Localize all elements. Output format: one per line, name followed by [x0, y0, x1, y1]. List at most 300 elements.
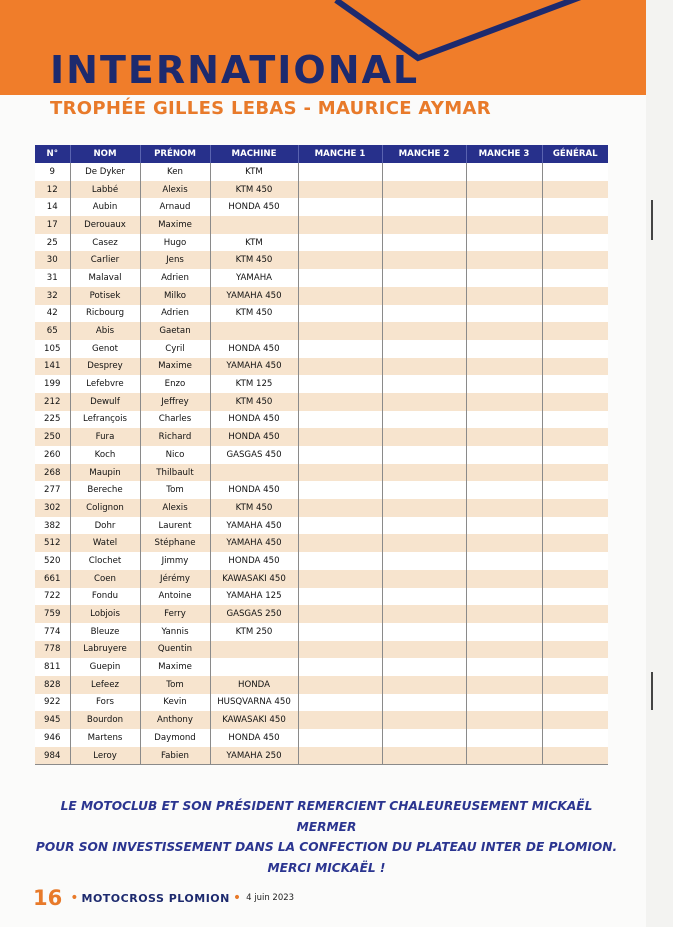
result-cell-empty [298, 234, 382, 252]
rider-nom-cell: Dewulf [70, 393, 140, 411]
rider-machine-cell: HUSQVARNA 450 [210, 694, 298, 712]
result-cell-empty [466, 517, 542, 535]
result-cell-empty [466, 481, 542, 499]
page-edge [646, 0, 673, 927]
rider-number-cell: 14 [35, 198, 70, 216]
rider-nom-cell: Leroy [70, 747, 140, 765]
rider-prenom-cell: Laurent [140, 517, 210, 535]
table-row [35, 322, 608, 340]
result-cell-empty [298, 499, 382, 517]
result-cell-empty [298, 641, 382, 659]
result-cell-empty [298, 605, 382, 623]
rider-prenom-cell: Jimmy [140, 552, 210, 570]
rider-nom-cell: Genot [70, 340, 140, 358]
table-row [35, 534, 608, 552]
result-cell-empty [298, 340, 382, 358]
result-cell-empty [542, 375, 608, 393]
result-cell-empty [382, 393, 466, 411]
col-header-nom: NOM [70, 145, 140, 163]
rider-prenom-cell: Ken [140, 163, 210, 181]
result-cell-empty [466, 446, 542, 464]
rider-machine-cell: KTM [210, 163, 298, 181]
result-cell-empty [466, 729, 542, 747]
result-cell-empty [382, 676, 466, 694]
rider-prenom-cell: Fabien [140, 747, 210, 765]
rider-number-cell: 268 [35, 464, 70, 482]
rider-machine-cell [210, 216, 298, 234]
rider-prenom-cell: Ferry [140, 605, 210, 623]
result-cell-empty [542, 694, 608, 712]
rider-machine-cell: HONDA 450 [210, 481, 298, 499]
result-cell-empty [542, 552, 608, 570]
rider-nom-cell: Carlier [70, 251, 140, 269]
rider-prenom-cell: Tom [140, 676, 210, 694]
result-cell-empty [382, 181, 466, 199]
result-cell-empty [542, 711, 608, 729]
table-row [35, 481, 608, 499]
result-cell-empty [298, 428, 382, 446]
rider-number-cell: 382 [35, 517, 70, 535]
rider-number-cell: 774 [35, 623, 70, 641]
rider-number-cell: 512 [35, 534, 70, 552]
thanks-message [30, 796, 623, 878]
magazine-name: MOTOCROSS PLOMION [81, 891, 230, 905]
rider-machine-cell: KTM 125 [210, 375, 298, 393]
rider-nom-cell: Watel [70, 534, 140, 552]
result-cell-empty [298, 570, 382, 588]
rider-prenom-cell: Alexis [140, 181, 210, 199]
table-row [35, 287, 608, 305]
result-cell-empty [466, 570, 542, 588]
result-cell-empty [298, 464, 382, 482]
col-header-manche-2: MANCHE 2 [382, 145, 466, 163]
rider-nom-cell: Lefrançois [70, 411, 140, 429]
table-row [35, 163, 608, 181]
table-row [35, 552, 608, 570]
rider-nom-cell: Guepin [70, 658, 140, 676]
page-subtitle: TROPHÉE GILLES LEBAS - MAURICE AYMAR [50, 98, 491, 119]
rider-prenom-cell: Maxime [140, 358, 210, 376]
rider-number-cell: 984 [35, 747, 70, 765]
result-cell-empty [298, 181, 382, 199]
rider-prenom-cell: Richard [140, 428, 210, 446]
rider-number-cell: 9 [35, 163, 70, 181]
rider-nom-cell: Derouaux [70, 216, 140, 234]
rider-nom-cell: Aubin [70, 198, 140, 216]
rider-number-cell: 141 [35, 358, 70, 376]
rider-prenom-cell: Gaetan [140, 322, 210, 340]
result-cell-empty [298, 322, 382, 340]
rider-prenom-cell: Enzo [140, 375, 210, 393]
rider-machine-cell: YAMAHA 450 [210, 534, 298, 552]
rider-machine-cell: YAMAHA 450 [210, 358, 298, 376]
result-cell-empty [466, 747, 542, 765]
result-cell-empty [382, 251, 466, 269]
result-cell-empty [542, 393, 608, 411]
result-cell-empty [298, 481, 382, 499]
result-cell-empty [466, 322, 542, 340]
result-cell-empty [298, 198, 382, 216]
table-row [35, 269, 608, 287]
rider-prenom-cell: Yannis [140, 623, 210, 641]
rider-machine-cell: HONDA [210, 676, 298, 694]
rider-prenom-cell: Jeffrey [140, 393, 210, 411]
result-cell-empty [542, 269, 608, 287]
result-cell-empty [542, 676, 608, 694]
result-cell-empty [466, 181, 542, 199]
rider-machine-cell: YAMAHA 125 [210, 588, 298, 606]
table-row [35, 570, 608, 588]
result-cell-empty [382, 588, 466, 606]
result-cell-empty [382, 641, 466, 659]
result-cell-empty [466, 234, 542, 252]
rider-machine-cell: KTM 250 [210, 623, 298, 641]
rider-prenom-cell: Adrien [140, 305, 210, 323]
table-row [35, 428, 608, 446]
result-cell-empty [542, 251, 608, 269]
result-cell-empty [466, 641, 542, 659]
table-row [35, 358, 608, 376]
result-cell-empty [382, 605, 466, 623]
result-cell-empty [298, 358, 382, 376]
rider-number-cell: 25 [35, 234, 70, 252]
rider-prenom-cell: Kevin [140, 694, 210, 712]
result-cell-empty [542, 641, 608, 659]
rider-prenom-cell: Daymond [140, 729, 210, 747]
result-cell-empty [298, 375, 382, 393]
rider-machine-cell: KTM 450 [210, 181, 298, 199]
result-cell-empty [466, 588, 542, 606]
rider-number-cell: 811 [35, 658, 70, 676]
rider-nom-cell: Casez [70, 234, 140, 252]
edge-mark [651, 672, 653, 710]
table-row [35, 198, 608, 216]
result-cell-empty [382, 658, 466, 676]
result-cell-empty [382, 623, 466, 641]
table-row [35, 623, 608, 641]
rider-prenom-cell: Milko [140, 287, 210, 305]
result-cell-empty [298, 411, 382, 429]
result-cell-empty [382, 711, 466, 729]
table-row [35, 181, 608, 199]
rider-number-cell: 212 [35, 393, 70, 411]
rider-number-cell: 30 [35, 251, 70, 269]
rider-machine-cell: GASGAS 450 [210, 446, 298, 464]
result-cell-empty [542, 322, 608, 340]
table-row [35, 340, 608, 358]
result-cell-empty [382, 269, 466, 287]
rider-machine-cell [210, 322, 298, 340]
result-cell-empty [542, 747, 608, 765]
rider-nom-cell: Fors [70, 694, 140, 712]
result-cell-empty [542, 446, 608, 464]
rider-prenom-cell: Arnaud [140, 198, 210, 216]
rider-number-cell: 302 [35, 499, 70, 517]
thanks-line-1: LE MOTOCLUB ET SON PRÉSIDENT REMERCIENT CHALEUREUSEMENT MICKAËL MERMER [60, 799, 593, 834]
result-cell-empty [466, 658, 542, 676]
rider-number-cell: 199 [35, 375, 70, 393]
rider-prenom-cell: Jérémy [140, 570, 210, 588]
table-row [35, 251, 608, 269]
rider-prenom-cell: Alexis [140, 499, 210, 517]
rider-number-cell: 42 [35, 305, 70, 323]
result-cell-empty [466, 499, 542, 517]
rider-prenom-cell: Anthony [140, 711, 210, 729]
rider-machine-cell: HONDA 450 [210, 428, 298, 446]
table-row [35, 641, 608, 659]
rider-machine-cell: KAWASAKI 450 [210, 570, 298, 588]
result-cell-empty [382, 305, 466, 323]
rider-machine-cell: HONDA 450 [210, 340, 298, 358]
result-cell-empty [298, 552, 382, 570]
result-cell-empty [382, 216, 466, 234]
table-row [35, 411, 608, 429]
rider-nom-cell: Abis [70, 322, 140, 340]
result-cell-empty [466, 216, 542, 234]
result-cell-empty [382, 163, 466, 181]
rider-nom-cell: Koch [70, 446, 140, 464]
rider-nom-cell: Dohr [70, 517, 140, 535]
table-row [35, 464, 608, 482]
result-cell-empty [542, 517, 608, 535]
result-cell-empty [542, 481, 608, 499]
result-cell-empty [382, 428, 466, 446]
table-row [35, 305, 608, 323]
rider-machine-cell: HONDA 450 [210, 552, 298, 570]
col-header-manche-3: MANCHE 3 [466, 145, 542, 163]
rider-nom-cell: De Dyker [70, 163, 140, 181]
result-cell-empty [382, 694, 466, 712]
table-row [35, 375, 608, 393]
result-cell-empty [466, 375, 542, 393]
rider-prenom-cell: Thilbault [140, 464, 210, 482]
rider-machine-cell [210, 641, 298, 659]
result-cell-empty [466, 269, 542, 287]
result-cell-empty [382, 446, 466, 464]
rider-machine-cell: HONDA 450 [210, 198, 298, 216]
table-row [35, 747, 608, 765]
rider-number-cell: 250 [35, 428, 70, 446]
result-cell-empty [466, 287, 542, 305]
thanks-line-3: MERCI MICKAËL ! [267, 860, 386, 875]
table-row [35, 605, 608, 623]
rider-nom-cell: Labbé [70, 181, 140, 199]
result-cell-empty [382, 729, 466, 747]
result-cell-empty [382, 358, 466, 376]
rider-number-cell: 520 [35, 552, 70, 570]
col-header-number: N° [35, 145, 70, 163]
footer-separator: • [232, 890, 242, 906]
result-cell-empty [542, 287, 608, 305]
rider-prenom-cell: Hugo [140, 234, 210, 252]
result-cell-empty [466, 198, 542, 216]
result-cell-empty [542, 305, 608, 323]
rider-number-cell: 828 [35, 676, 70, 694]
rider-nom-cell: Malaval [70, 269, 140, 287]
rider-number-cell: 17 [35, 216, 70, 234]
result-cell-empty [466, 358, 542, 376]
table-row [35, 658, 608, 676]
result-cell-empty [542, 181, 608, 199]
result-cell-empty [382, 198, 466, 216]
result-cell-empty [542, 198, 608, 216]
col-header-machine: MACHINE [210, 145, 298, 163]
result-cell-empty [298, 534, 382, 552]
result-cell-empty [542, 658, 608, 676]
result-cell-empty [466, 163, 542, 181]
rider-number-cell: 225 [35, 411, 70, 429]
rider-nom-cell: Colignon [70, 499, 140, 517]
result-cell-empty [298, 517, 382, 535]
rider-prenom-cell: Charles [140, 411, 210, 429]
table-row [35, 588, 608, 606]
result-cell-empty [466, 676, 542, 694]
rider-nom-cell: Ricbourg [70, 305, 140, 323]
rider-number-cell: 105 [35, 340, 70, 358]
rider-nom-cell: Bleuze [70, 623, 140, 641]
result-cell-empty [542, 729, 608, 747]
table-row [35, 499, 608, 517]
result-cell-empty [542, 623, 608, 641]
result-cell-empty [542, 163, 608, 181]
rider-machine-cell: KTM 450 [210, 393, 298, 411]
result-cell-empty [466, 605, 542, 623]
result-cell-empty [298, 747, 382, 765]
table-row [35, 234, 608, 252]
result-cell-empty [542, 358, 608, 376]
table-row [35, 676, 608, 694]
page-number: 16 [33, 886, 63, 910]
result-cell-empty [542, 411, 608, 429]
rider-prenom-cell: Jens [140, 251, 210, 269]
result-cell-empty [382, 552, 466, 570]
result-cell-empty [466, 623, 542, 641]
rider-nom-cell: Coen [70, 570, 140, 588]
result-cell-empty [298, 305, 382, 323]
rider-machine-cell: KTM 450 [210, 251, 298, 269]
rider-number-cell: 922 [35, 694, 70, 712]
result-cell-empty [542, 605, 608, 623]
rider-nom-cell: Lefeez [70, 676, 140, 694]
rider-prenom-cell: Maxime [140, 658, 210, 676]
rider-machine-cell: KTM [210, 234, 298, 252]
result-cell-empty [466, 393, 542, 411]
col-header-manche-1: MANCHE 1 [298, 145, 382, 163]
result-cell-empty [298, 287, 382, 305]
rider-nom-cell: Desprey [70, 358, 140, 376]
rider-machine-cell: YAMAHA 450 [210, 517, 298, 535]
result-cell-empty [466, 694, 542, 712]
result-cell-empty [298, 588, 382, 606]
rider-machine-cell: GASGAS 250 [210, 605, 298, 623]
result-cell-empty [298, 694, 382, 712]
result-cell-empty [542, 340, 608, 358]
rider-number-cell: 31 [35, 269, 70, 287]
result-cell-empty [298, 623, 382, 641]
rider-number-cell: 65 [35, 322, 70, 340]
rider-prenom-cell: Nico [140, 446, 210, 464]
rider-nom-cell: Potisek [70, 287, 140, 305]
rider-nom-cell: Bourdon [70, 711, 140, 729]
result-cell-empty [466, 534, 542, 552]
table-row [35, 729, 608, 747]
edge-mark [651, 200, 653, 240]
rider-nom-cell: Maupin [70, 464, 140, 482]
rider-nom-cell: Martens [70, 729, 140, 747]
rider-nom-cell: Labruyere [70, 641, 140, 659]
result-cell-empty [542, 464, 608, 482]
table-row [35, 517, 608, 535]
rider-prenom-cell: Antoine [140, 588, 210, 606]
rider-prenom-cell: Maxime [140, 216, 210, 234]
page-footer [33, 884, 294, 912]
result-cell-empty [298, 393, 382, 411]
result-cell-empty [542, 216, 608, 234]
rider-machine-cell [210, 658, 298, 676]
result-cell-empty [466, 340, 542, 358]
result-cell-empty [382, 234, 466, 252]
result-cell-empty [466, 428, 542, 446]
rider-machine-cell: HONDA 450 [210, 729, 298, 747]
result-cell-empty [542, 588, 608, 606]
result-cell-empty [298, 446, 382, 464]
rider-nom-cell: Lefebvre [70, 375, 140, 393]
rider-nom-cell: Fondu [70, 588, 140, 606]
result-cell-empty [382, 534, 466, 552]
result-cell-empty [466, 251, 542, 269]
rider-machine-cell: YAMAHA [210, 269, 298, 287]
result-cell-empty [298, 676, 382, 694]
col-header-general: GÉNÉRAL [542, 145, 608, 163]
page-title: INTERNATIONAL [50, 48, 420, 92]
thanks-line-2: POUR SON INVESTISSEMENT DANS LA CONFECTION DU PLATEAU INTER DE PLOMION. [35, 840, 618, 854]
result-cell-empty [382, 747, 466, 765]
rider-prenom-cell: Stéphane [140, 534, 210, 552]
result-cell-empty [542, 428, 608, 446]
result-cell-empty [382, 464, 466, 482]
rider-machine-cell: KTM 450 [210, 305, 298, 323]
rider-machine-cell: YAMAHA 250 [210, 747, 298, 765]
table-header-row [35, 145, 608, 163]
rider-machine-cell: HONDA 450 [210, 411, 298, 429]
result-cell-empty [466, 711, 542, 729]
rider-number-cell: 759 [35, 605, 70, 623]
rider-number-cell: 945 [35, 711, 70, 729]
result-cell-empty [298, 269, 382, 287]
table-row [35, 446, 608, 464]
col-header-prenom: PRÉNOM [140, 145, 210, 163]
rider-nom-cell: Bereche [70, 481, 140, 499]
result-cell-empty [466, 411, 542, 429]
result-cell-empty [298, 163, 382, 181]
result-cell-empty [542, 534, 608, 552]
rider-nom-cell: Clochet [70, 552, 140, 570]
rider-number-cell: 260 [35, 446, 70, 464]
table-row [35, 711, 608, 729]
result-cell-empty [298, 729, 382, 747]
result-cell-empty [542, 570, 608, 588]
rider-prenom-cell: Adrien [140, 269, 210, 287]
result-cell-empty [382, 481, 466, 499]
result-cell-empty [466, 552, 542, 570]
rider-nom-cell: Fura [70, 428, 140, 446]
rider-machine-cell [210, 464, 298, 482]
result-cell-empty [466, 305, 542, 323]
result-cell-empty [298, 251, 382, 269]
rider-number-cell: 32 [35, 287, 70, 305]
result-cell-empty [382, 570, 466, 588]
result-cell-empty [298, 658, 382, 676]
